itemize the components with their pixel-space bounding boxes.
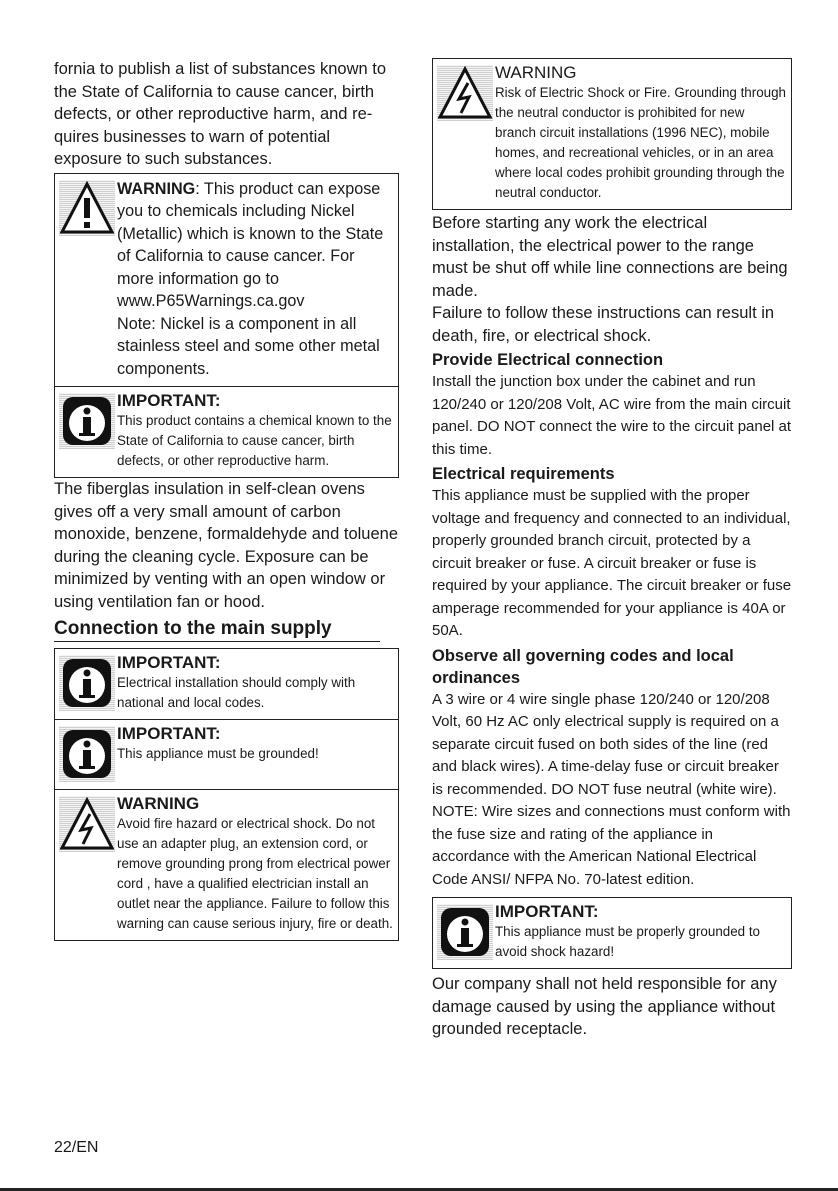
company-paragraph: Our company shall not held responsible for any damage caused by using the appliance without grounded receptacle. bbox=[432, 975, 777, 1038]
important-grounded-text: This appliance must be grounded! bbox=[117, 746, 319, 761]
warning-neutral-text: Risk of Electric Shock or Fire. Grounding through the neutral conductor is prohibited for new branch circuit installations (1996 NEC), mobile homes, and recreational vehicles, or in an area where local codes prohibit grounding through the neutral conductor. bbox=[495, 85, 786, 200]
failure-paragraph: Failure to follow these instructions can result in death, fire, or electrical shock. bbox=[432, 304, 775, 345]
important-codes-box bbox=[54, 648, 399, 720]
section-title: Connection to the main supply bbox=[54, 617, 380, 642]
left-column bbox=[54, 58, 399, 941]
warning-triangle-icon bbox=[59, 180, 115, 236]
observe-codes-text: A 3 wire or 4 wire single phase 120/240 or 120/208 Volt, 60 Hz AC only electrical supply is required on a separate circuit fused on both sides of the line (red and black wires). A time-delay fuse or circuit breaker is recommended. DO NOT fuse neutral (white wire). bbox=[432, 690, 779, 798]
right-column bbox=[432, 58, 792, 1041]
page-number: 22/EN bbox=[54, 1139, 99, 1156]
important-chemical-box bbox=[54, 387, 399, 478]
electric-shock-warning-icon bbox=[437, 65, 493, 121]
important-ground-box bbox=[432, 897, 792, 969]
intro-paragraph: fornia to publish a list of substances known to the State of California to cause cancer, birth defects, or other reproductive harm, and re-quires businesses to warn of potential exposure to such substances. bbox=[54, 60, 387, 168]
p65-note: Note: Nickel is a component in all stainless steel and some other metal components. bbox=[117, 314, 380, 378]
provide-connection-heading: Provide Electrical connection bbox=[432, 351, 664, 369]
provide-connection-text: Install the junction box under the cabinet and run 120/240 or 120/208 Volt, AC wire from the main circuit panel. DO NOT connect the wire to the circuit panel at this time. bbox=[432, 373, 792, 458]
warning-shock-head: WARNING bbox=[117, 794, 200, 813]
observe-codes-heading: Observe all governing codes and local ordinances bbox=[432, 646, 734, 687]
info-icon bbox=[59, 393, 115, 449]
p65-warning-text: : This product can expose you to chemicals including Nickel (Metallic) which is known to the State of California to cause cancer. For more information go to www.P65Warnings.ca.gov bbox=[117, 179, 384, 310]
p65-warning-box bbox=[54, 173, 399, 388]
info-icon bbox=[59, 655, 115, 711]
info-icon bbox=[437, 904, 493, 960]
info-icon bbox=[59, 726, 115, 782]
important-ground-text: This appliance must be properly grounded to avoid shock hazard! bbox=[495, 924, 760, 959]
warning-shock-text: Avoid fire hazard or electrical shock. Do not use an adapter plug, an extension cord, or remove grounding prong from electrical power cord , have a qualified electrician install an outlet near the appliance. Failure to follow this warning can cause serious injury, fire or death. bbox=[117, 816, 393, 931]
important-chemical-head: IMPORTANT: bbox=[117, 391, 221, 410]
before-paragraph: Before starting any work the electrical installation, the electrical power to the range must be shut off while line connections are being made. bbox=[432, 214, 788, 300]
electric-shock-warning-icon bbox=[59, 796, 115, 852]
important-grounded-box bbox=[54, 720, 399, 790]
important-ground-head: IMPORTANT: bbox=[495, 902, 599, 921]
warning-shock-box bbox=[54, 790, 399, 941]
p65-warning-head: WARNING bbox=[117, 179, 196, 198]
warning-neutral-head: WARNING bbox=[495, 63, 577, 82]
wire-size-note: NOTE: Wire sizes and connections must conform with the fuse size and rating of the appliance in accordance with the American National Electrical Code ANSI/ NFPA No. 70-latest edition. bbox=[432, 803, 791, 888]
electrical-requirements-text: This appliance must be supplied with the proper voltage and frequency and connected to an individual, properly grounded branch circuit, protected by a circuit breaker or fuse. A circuit breaker or fuse is required by your appliance. The circuit breaker or fuse amperage recommended for your appliance is 40A or 50A. bbox=[432, 487, 792, 639]
important-chemical-text: This product contains a chemical known to the State of California to cause cancer, birth defects, or other reproductive harm. bbox=[117, 413, 392, 468]
warning-neutral-box bbox=[432, 58, 792, 210]
important-codes-text: Electrical installation should comply with national and local codes. bbox=[117, 675, 356, 710]
important-grounded-head: IMPORTANT: bbox=[117, 724, 221, 743]
important-codes-head: IMPORTANT: bbox=[117, 653, 221, 672]
electrical-requirements-heading: Electrical requirements bbox=[432, 465, 615, 483]
fiberglas-paragraph: The fiberglas insulation in self-clean ovens gives off a very small amount of carbon monoxide, benzene, formaldehyde and toluene during the cleaning cycle. Exposure can be minimized by venting with an open window or using ventilation fan or hood. bbox=[54, 480, 398, 611]
